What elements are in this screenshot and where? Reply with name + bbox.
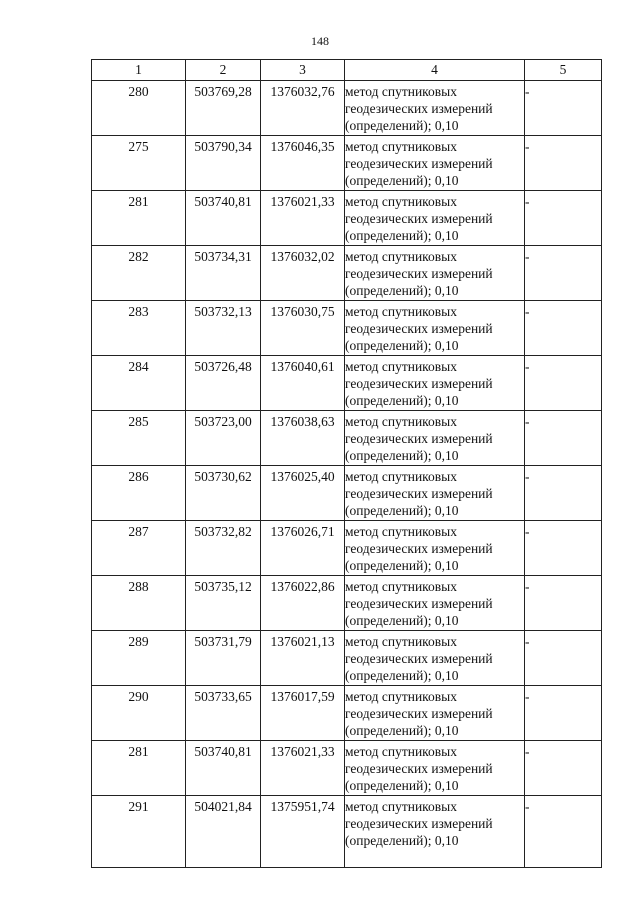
method-line: метод спутниковых — [345, 359, 457, 374]
method-line: (определений); 0,10 — [345, 338, 459, 353]
y-coordinate-cell: 1376021,13 — [261, 631, 345, 686]
table-row — [92, 136, 602, 191]
method-line: (определений); 0,10 — [345, 778, 459, 793]
method-cell — [345, 521, 525, 576]
point-number-cell: 280 — [92, 81, 186, 136]
method-line: геодезических измерений — [345, 156, 493, 171]
point-number-cell: 289 — [92, 631, 186, 686]
point-number-cell: 288 — [92, 576, 186, 631]
table-row — [92, 301, 602, 356]
page-number: 148 — [311, 34, 329, 48]
note-cell: - — [525, 576, 602, 631]
header-col-3: 3 — [261, 60, 345, 81]
y-coordinate-cell: 1375951,74 — [261, 796, 345, 868]
method-line: геодезических измерений — [345, 211, 493, 226]
y-coordinate-cell: 1376030,75 — [261, 301, 345, 356]
method-line: метод спутниковых — [345, 689, 457, 704]
point-number-cell: 286 — [92, 466, 186, 521]
method-line: геодезических измерений — [345, 321, 493, 336]
y-coordinate-cell: 1376017,59 — [261, 686, 345, 741]
method-cell — [345, 191, 525, 246]
point-number-cell: 287 — [92, 521, 186, 576]
y-coordinate-cell: 1376032,76 — [261, 81, 345, 136]
x-coordinate-cell: 503790,34 — [186, 136, 261, 191]
x-coordinate-cell: 503740,81 — [186, 741, 261, 796]
method-line: метод спутниковых — [345, 249, 457, 264]
x-coordinate-cell: 503733,65 — [186, 686, 261, 741]
method-line: (определений); 0,10 — [345, 613, 459, 628]
table-row — [92, 686, 602, 741]
method-line: геодезических измерений — [345, 816, 493, 831]
method-line: метод спутниковых — [345, 799, 457, 814]
y-coordinate-cell: 1376026,71 — [261, 521, 345, 576]
table-row — [92, 246, 602, 301]
point-number-cell: 282 — [92, 246, 186, 301]
x-coordinate-cell: 503731,79 — [186, 631, 261, 686]
y-coordinate-cell: 1376040,61 — [261, 356, 345, 411]
method-line: метод спутниковых — [345, 579, 457, 594]
method-line: (определений); 0,10 — [345, 448, 459, 463]
x-coordinate-cell: 503734,31 — [186, 246, 261, 301]
note-cell: - — [525, 356, 602, 411]
point-number-cell: 285 — [92, 411, 186, 466]
method-line: (определений); 0,10 — [345, 503, 459, 518]
note-cell: - — [525, 136, 602, 191]
method-line: геодезических измерений — [345, 761, 493, 776]
note-cell: - — [525, 631, 602, 686]
note-cell: - — [525, 191, 602, 246]
point-number-cell: 291 — [92, 796, 186, 868]
method-cell — [345, 631, 525, 686]
table-body — [92, 81, 602, 868]
table-header-row — [92, 60, 602, 81]
method-cell — [345, 686, 525, 741]
header-col-5: 5 — [525, 60, 602, 81]
note-cell: - — [525, 521, 602, 576]
header-col-2: 2 — [186, 60, 261, 81]
method-line: (определений); 0,10 — [345, 283, 459, 298]
method-cell — [345, 81, 525, 136]
y-coordinate-cell: 1376046,35 — [261, 136, 345, 191]
method-cell — [345, 796, 525, 868]
method-line: геодезических измерений — [345, 706, 493, 721]
method-line: геодезических измерений — [345, 596, 493, 611]
note-cell: - — [525, 741, 602, 796]
table-row — [92, 356, 602, 411]
method-line: геодезических измерений — [345, 101, 493, 116]
method-line: (определений); 0,10 — [345, 173, 459, 188]
method-cell — [345, 741, 525, 796]
table-row — [92, 191, 602, 246]
table-row — [92, 411, 602, 466]
method-cell — [345, 356, 525, 411]
method-line: (определений); 0,10 — [345, 723, 459, 738]
x-coordinate-cell: 503769,28 — [186, 81, 261, 136]
method-line: метод спутниковых — [345, 194, 457, 209]
method-cell — [345, 246, 525, 301]
point-number-cell: 284 — [92, 356, 186, 411]
note-cell: - — [525, 246, 602, 301]
x-coordinate-cell: 503732,13 — [186, 301, 261, 356]
method-line: (определений); 0,10 — [345, 558, 459, 573]
x-coordinate-cell: 503726,48 — [186, 356, 261, 411]
y-coordinate-cell: 1376022,86 — [261, 576, 345, 631]
point-number-cell: 283 — [92, 301, 186, 356]
method-line: геодезических измерений — [345, 486, 493, 501]
coordinates-table — [91, 59, 602, 868]
y-coordinate-cell: 1376021,33 — [261, 741, 345, 796]
table-row — [92, 576, 602, 631]
y-coordinate-cell: 1376032,02 — [261, 246, 345, 301]
note-cell: - — [525, 301, 602, 356]
method-cell — [345, 576, 525, 631]
header-col-1: 1 — [92, 60, 186, 81]
note-cell: - — [525, 411, 602, 466]
method-line: метод спутниковых — [345, 304, 457, 319]
note-cell: - — [525, 686, 602, 741]
method-line: (определений); 0,10 — [345, 833, 459, 848]
point-number-cell: 290 — [92, 686, 186, 741]
x-coordinate-cell: 503735,12 — [186, 576, 261, 631]
method-cell — [345, 301, 525, 356]
x-coordinate-cell: 503730,62 — [186, 466, 261, 521]
method-line: метод спутниковых — [345, 414, 457, 429]
method-line: (определений); 0,10 — [345, 668, 459, 683]
method-line: метод спутниковых — [345, 634, 457, 649]
note-cell: - — [525, 81, 602, 136]
x-coordinate-cell: 503723,00 — [186, 411, 261, 466]
method-line: геодезических измерений — [345, 431, 493, 446]
note-cell: - — [525, 466, 602, 521]
y-coordinate-cell: 1376025,40 — [261, 466, 345, 521]
table-row — [92, 741, 602, 796]
table-row — [92, 796, 602, 868]
method-line: геодезических измерений — [345, 266, 493, 281]
method-line: метод спутниковых — [345, 524, 457, 539]
method-line: геодезических измерений — [345, 376, 493, 391]
method-line: (определений); 0,10 — [345, 118, 459, 133]
method-line: метод спутниковых — [345, 84, 457, 99]
method-line: метод спутниковых — [345, 139, 457, 154]
table-row — [92, 81, 602, 136]
method-cell — [345, 466, 525, 521]
point-number-cell: 281 — [92, 741, 186, 796]
table-row — [92, 631, 602, 686]
point-number-cell: 281 — [92, 191, 186, 246]
x-coordinate-cell: 503732,82 — [186, 521, 261, 576]
y-coordinate-cell: 1376038,63 — [261, 411, 345, 466]
x-coordinate-cell: 504021,84 — [186, 796, 261, 868]
method-line: геодезических измерений — [345, 541, 493, 556]
method-cell — [345, 136, 525, 191]
table-row — [92, 521, 602, 576]
method-line: (определений); 0,10 — [345, 393, 459, 408]
method-line: (определений); 0,10 — [345, 228, 459, 243]
table-row — [92, 466, 602, 521]
method-cell — [345, 411, 525, 466]
header-col-4: 4 — [345, 60, 525, 81]
method-line: метод спутниковых — [345, 469, 457, 484]
point-number-cell: 275 — [92, 136, 186, 191]
method-line: геодезических измерений — [345, 651, 493, 666]
method-line: метод спутниковых — [345, 744, 457, 759]
x-coordinate-cell: 503740,81 — [186, 191, 261, 246]
y-coordinate-cell: 1376021,33 — [261, 191, 345, 246]
note-cell: - — [525, 796, 602, 868]
